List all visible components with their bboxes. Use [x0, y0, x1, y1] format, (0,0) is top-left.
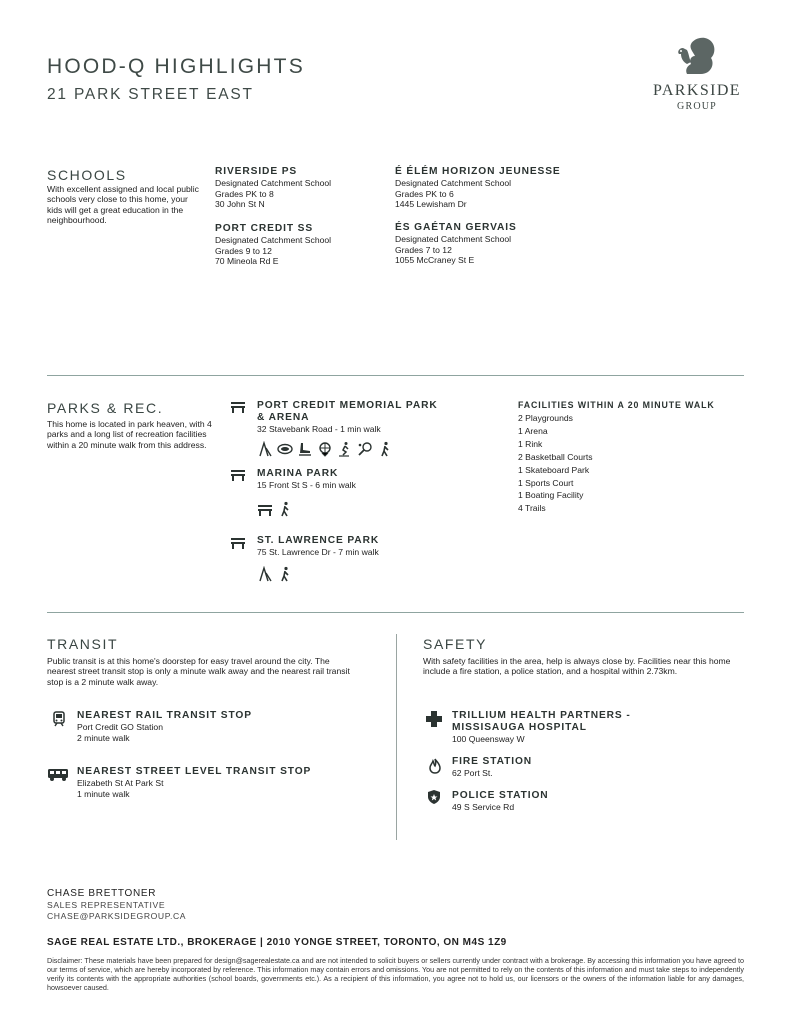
page-address: 21 PARK STREET EAST	[47, 86, 254, 103]
trail-icon	[277, 566, 293, 582]
park-amenity-icons	[257, 441, 393, 457]
safety-description: With safety facilities in the area, help is always close by. Facilities near this home include a fire station, a police station, and a hospital within 2.73km.	[423, 656, 731, 677]
skateboard-icon	[337, 441, 353, 457]
park-name: ST. LAWRENCE PARK	[257, 535, 380, 546]
school-grades: Grades PK to 8	[215, 188, 274, 199]
school-name: PORT CREDIT SS	[215, 223, 314, 234]
school-item	[215, 166, 331, 210]
transit-name: NEAREST RAIL TRANSIT STOP	[77, 710, 252, 721]
transit-line2: 2 minute walk	[77, 732, 130, 743]
bench-icon	[230, 535, 246, 551]
page-title: HOOD-Q HIGHLIGHTS	[47, 55, 305, 78]
transit-description: Public transit is at this home's doorstep for easy travel around the city. The nearest street transit stop is only a minute walk away and the nearest rail transit stop is a 2 minute walk away.	[47, 656, 350, 687]
safety-name: POLICE STATION	[452, 790, 549, 801]
park-item	[257, 468, 356, 491]
column-divider	[396, 634, 397, 840]
disclaimer: Disclaimer: These materials have been prepared for design@sagerealestate.ca and are not intended to solicit buyers or sellers currently under contract with a brokerage. By accessing this information you have agreed to our terms of service, which are hereby incorporated by reference. This information may contain errors and omissions. You are not permitted to rely on the contents of this information and must take steps to independently verify its contents with the appropriate authorities (school boards, governments etc.). As a recipient of this information, you agree not to hold us, our licensors or the owners of the information liable for any damages, howsoever caused.	[47, 956, 744, 993]
safety-name: TRILLIUM HEALTH PARTNERS -	[452, 710, 631, 721]
skate-icon	[297, 441, 313, 457]
facilities-list	[518, 412, 715, 515]
playground-icon	[257, 441, 273, 457]
facilities-block	[518, 400, 715, 515]
transit-title: TRANSIT	[47, 636, 119, 652]
tennis-icon	[357, 441, 373, 457]
facility-item: 2 Basketball Courts	[518, 451, 593, 462]
school-grades: Grades PK to 6	[395, 188, 454, 199]
bench-icon	[230, 399, 246, 415]
safety-item	[452, 756, 532, 779]
facility-item: 1 Arena	[518, 425, 548, 436]
safety-name-cont: MISSISAUGA HOSPITAL	[452, 722, 587, 733]
squirrel-icon	[671, 34, 719, 78]
park-name-cont: & ARENA	[257, 412, 310, 423]
school-type: Designated Catchment School	[395, 234, 512, 244]
school-address: 70 Mineola Rd E	[215, 256, 279, 267]
safety-item	[452, 790, 549, 813]
playground-icon	[257, 566, 273, 582]
safety-title: SAFETY	[423, 636, 488, 652]
school-item	[395, 166, 561, 210]
school-item	[395, 222, 517, 266]
fire-icon	[427, 758, 443, 774]
transit-line1: Port Credit GO Station	[77, 722, 163, 732]
park-amenity-icons	[257, 501, 293, 517]
school-grades: Grades 7 to 12	[395, 244, 452, 255]
facilities-title: FACILITIES WITHIN A 20 MINUTE WALK	[518, 400, 715, 410]
bench-icon	[230, 467, 246, 483]
agent-name: CHASE BRETTONER	[47, 888, 157, 899]
hospital-cross-icon	[425, 710, 443, 728]
safety-address: 100 Queensway W	[452, 734, 525, 744]
trail-icon	[277, 501, 293, 517]
schools-title: SCHOOLS	[47, 167, 127, 183]
facility-item: 4 Trails	[518, 503, 546, 514]
facility-item: 1 Skateboard Park	[518, 464, 590, 475]
park-detail: 75 St. Lawrence Dr - 7 min walk	[257, 547, 379, 557]
agent-role: SALES REPRESENTATIVE	[47, 900, 166, 910]
agent-email[interactable]: CHASE@PARKSIDEGROUP.CA	[47, 911, 187, 921]
school-type: Designated Catchment School	[215, 235, 332, 245]
park-detail: 32 Stavebank Road - 1 min walk	[257, 424, 381, 434]
train-icon	[51, 711, 67, 727]
facility-item: 1 Sports Court	[518, 477, 574, 488]
section-divider	[47, 375, 744, 376]
facility-item: 2 Playgrounds	[518, 413, 573, 423]
transit-item	[77, 710, 252, 743]
school-type: Designated Catchment School	[395, 178, 512, 188]
schools-description: With excellent assigned and local public schools very close to this home, your kids will get a great education in the neighbourhood.	[47, 184, 199, 226]
school-address: 1055 McCraney St E	[395, 255, 475, 266]
agent-block	[47, 888, 186, 922]
school-type: Designated Catchment School	[215, 178, 332, 188]
school-address: 30 John St N	[215, 199, 265, 210]
facility-item: 1 Rink	[518, 438, 543, 449]
school-grades: Grades 9 to 12	[215, 245, 272, 256]
school-item	[215, 223, 331, 267]
park-amenity-icons	[257, 566, 293, 582]
parks-description: This home is located in park heaven, with 4 parks and a long list of recreation facilities within a 20 minute walk from this address.	[47, 419, 212, 450]
school-name: ÉS GAÉTAN GERVAIS	[395, 222, 517, 233]
safety-address: 49 S Service Rd	[452, 802, 515, 812]
safety-name: FIRE STATION	[452, 756, 533, 767]
logo-sub: GROUP	[677, 101, 717, 112]
bench-icon	[257, 501, 273, 517]
school-address: 1445 Lewisham Dr	[395, 199, 467, 210]
park-item	[257, 535, 379, 558]
transit-item	[77, 766, 311, 799]
transit-name: NEAREST STREET LEVEL TRANSIT STOP	[77, 766, 312, 777]
basketball-icon	[317, 441, 333, 457]
park-item	[257, 400, 438, 435]
transit-line2: 1 minute walk	[77, 788, 130, 799]
park-name: MARINA PARK	[257, 468, 339, 479]
bus-icon	[47, 766, 69, 782]
brokerage-line: SAGE REAL ESTATE LTD., BROKERAGE | 2010 YONGE STREET, TORONTO, ON M4S 1Z9	[47, 937, 507, 948]
section-divider	[47, 612, 744, 613]
school-name: RIVERSIDE PS	[215, 166, 298, 177]
police-shield-icon	[426, 789, 442, 805]
school-name: É ÉLÉM HORIZON JEUNESSE	[395, 166, 561, 177]
parkside-logo	[645, 34, 749, 116]
safety-address: 62 Port St.	[452, 768, 493, 778]
safety-item	[452, 710, 631, 745]
transit-line1: Elizabeth St At Park St	[77, 778, 164, 788]
park-detail: 15 Front St S - 6 min walk	[257, 480, 356, 490]
logo-brand: PARKSIDE	[653, 82, 741, 99]
parks-title: PARKS & REC.	[47, 400, 164, 416]
arena-icon	[277, 441, 293, 457]
park-name: PORT CREDIT MEMORIAL PARK	[257, 400, 438, 411]
facility-item: 1 Boating Facility	[518, 490, 584, 501]
trail-icon	[377, 441, 393, 457]
